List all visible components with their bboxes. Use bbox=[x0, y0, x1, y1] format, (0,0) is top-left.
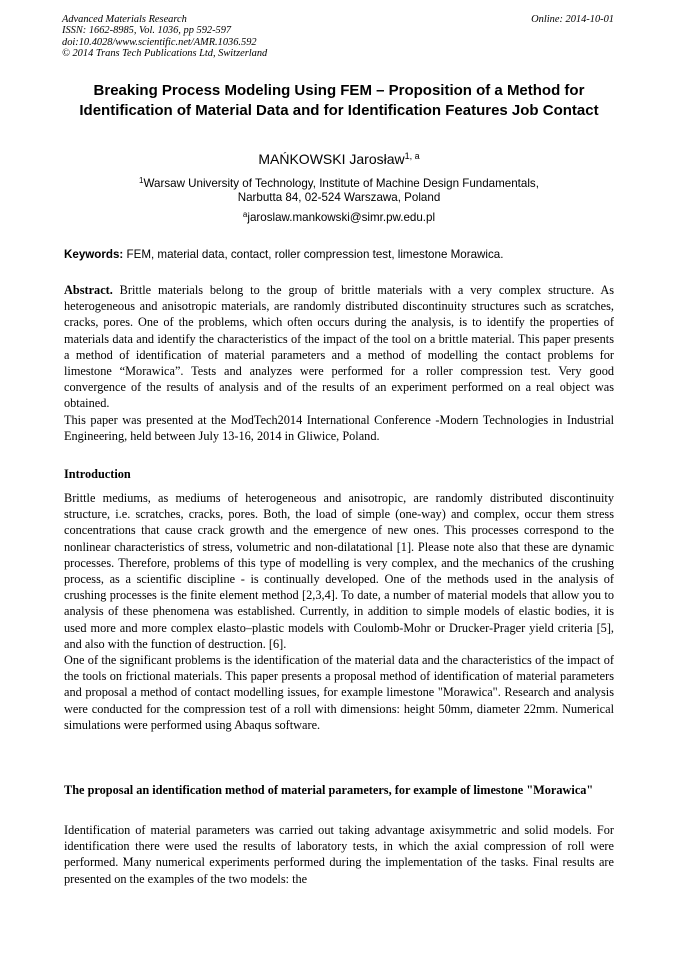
introduction-heading: Introduction bbox=[64, 467, 131, 481]
paper-title: Breaking Process Modeling Using FEM – Proposition of a Method for Identification of Material Data and for Identification Features Job Contact bbox=[79, 82, 599, 119]
affiliation-line1: Warsaw University of Technology, Institute of Machine Design Fundamentals, bbox=[143, 177, 539, 190]
affiliation bbox=[64, 177, 614, 205]
journal-name: Advanced Materials Research bbox=[62, 14, 187, 25]
proposal-heading: The proposal an identification method of material parameters, for example of limestone "Morawica" bbox=[64, 783, 594, 797]
online-date: Online: 2014-10-01 bbox=[531, 14, 614, 25]
abstract-text: Brittle materials belong to the group of brittle materials with a very complex structure. As heterogeneous and anisotropic materials, are randomly distributed discontinuity structures such as scratches, cracks, pores. One of the problems, which often occurs during the analysis, is to identify the properties of materials data and identify the characteristics of the impact of the tool on a brittle material. This paper presents a method of identification of material parameters and a method of modelling the contact problems for limestone “Morawica”. Tests and analyzes were performed for a roller compression test. Very good convergence of the results of analysis and of the results of an experiment performed on a real object was obtained. bbox=[64, 283, 614, 411]
author-sup: 1, a bbox=[404, 151, 420, 161]
author-line bbox=[64, 150, 614, 168]
keywords bbox=[64, 248, 616, 262]
email-sup: a bbox=[242, 210, 248, 219]
proposal-body bbox=[64, 822, 614, 887]
issn-line: ISSN: 1662-8985, Vol. 1036, pp 592-597 bbox=[62, 25, 232, 37]
journal-header bbox=[62, 14, 267, 60]
keywords-label: Keywords: bbox=[64, 248, 124, 261]
conference-note: This paper was presented at the ModTech2014 International Conference -Modern Technologies in Industrial Engineering, held between July 13-16, 2014 in Gliwice, Poland. bbox=[64, 412, 614, 443]
abstract bbox=[64, 282, 614, 444]
doi-line: doi:10.4028/www.scientific.net/AMR.1036.592 bbox=[62, 36, 257, 48]
introduction-paragraph-1: Brittle mediums, as mediums of heterogeneous and anisotropic, are randomly distributed discontinuity structure, i.e. scratches, cracks, pores. Both, the load of simple (one-way) and complex, occur them stress concentrations that cause crack growth and the emergence of new ones. This processes correspond to the nonlinear characteristics of stress, volumetric and non-dilatational [1]. Please note also that these are dynamic processes. Therefore, problems of this type of modelling is very complex, and the mechanics of the crushing process, as a scientific discipline - is continually developed. One of the methods used in the analysis of crushing processes is the finite element method [2,3,4]. To date, a number of material models that allow you to analysis of these phenomena was established. Currently, in addition to simple models of elastic bodies, it is used more and more complex elasto–plastic models with Coulomb-Mohr or Drucker-Prager yield criteria [5], and also with the function of destruction. [6]. bbox=[64, 491, 614, 651]
proposal-paragraph-1: Identification of material parameters was carried out taking advantage axisymmetric and solid models. For identification there were used the results of laboratory tests, in which the axial compression of roll were performed. Many numerical experiments performed during the implementation of the tasks. Final results are presented on the examples of the two models: the bbox=[64, 823, 614, 886]
abstract-paragraph bbox=[64, 282, 614, 412]
email-line bbox=[64, 211, 614, 225]
keywords-text: FEM, material data, contact, roller compression test, limestone Morawica. bbox=[123, 248, 504, 261]
abstract-label: Abstract. bbox=[64, 283, 113, 297]
copyright-line: © 2014 Trans Tech Publications Ltd, Switzerland bbox=[62, 48, 268, 60]
introduction-paragraph-2: One of the significant problems is the identification of the material data and the characteristics of the impact of the tools on frictional materials. This paper presents a proposal method of identification of material parameters and proposal a method of contact modelling issues, for example limestone "Morawica". Research and analysis were conducted for the compression test of a roll with dimensions: height 50mm, diameter 22mm. Numerical simulations were performed using Abaqus software. bbox=[64, 653, 614, 732]
affiliation-line2: Narbutta 84, 02-524 Warszawa, Poland bbox=[237, 191, 441, 204]
affiliation-sup: 1 bbox=[139, 176, 144, 185]
introduction-body bbox=[64, 490, 614, 733]
author-name: MAŃKOWSKI Jarosław bbox=[258, 151, 405, 167]
email-address[interactable]: jaroslaw.mankowski@simr.pw.edu.pl bbox=[247, 211, 436, 224]
